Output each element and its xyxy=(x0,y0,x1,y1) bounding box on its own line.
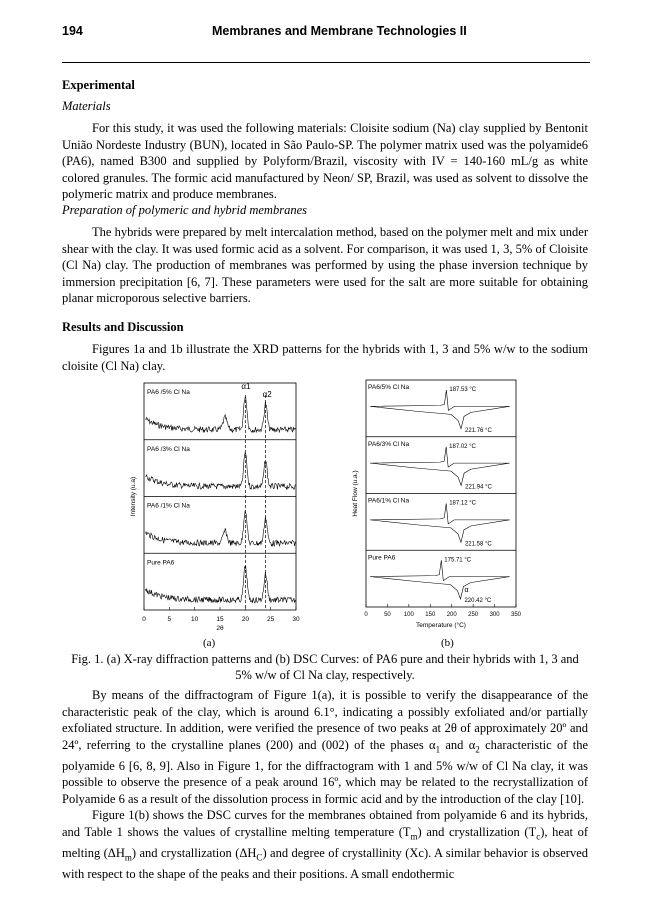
dsc-crystallization-label: 187.02 °C xyxy=(449,443,476,450)
dsc-series-cooling-pa6-1-cl-na xyxy=(370,504,509,524)
xrd-y-axis-label: Intensity (u.a) xyxy=(130,476,137,517)
dsc-x-tick-label: 250 xyxy=(468,612,479,618)
xrd-x-tick-label: 0 xyxy=(142,616,146,623)
dsc-series-label: PA6/5% Cl Na xyxy=(368,384,410,391)
dsc-x-tick-label: 150 xyxy=(425,612,436,618)
xrd-peak-marker-1: α1 xyxy=(241,382,251,391)
xrd-x-tick-label: 30 xyxy=(292,616,300,623)
dsc-series-label: PA6/1% Cl Na xyxy=(368,497,410,505)
dsc-crystallization-label: 187.53 °C xyxy=(449,387,477,393)
xrd-series-label: Pure PA6 xyxy=(147,559,175,567)
running-title: Membranes and Membrane Technologies II xyxy=(212,24,467,38)
results-heading: Results and Discussion xyxy=(62,320,184,334)
dsc-series-heating-pa6-5-cl-na xyxy=(370,406,509,428)
dsc-series-cooling-pa6-3-cl-na xyxy=(370,447,509,467)
xrd-x-tick-label: 5 xyxy=(167,616,172,623)
dsc-series-label: Pure PA6 xyxy=(368,554,396,562)
preparation-heading: Preparation of polymeric and hybrid membranes xyxy=(62,203,307,217)
xrd-x-tick-label: 15 xyxy=(216,616,224,623)
dsc-melting-label: 221.76 °C xyxy=(465,427,492,434)
figure-label-b: (b) xyxy=(441,637,454,649)
dsc-series-label: PA6/3% Cl Na xyxy=(368,440,410,448)
dsc-x-tick-label: 100 xyxy=(403,612,414,618)
experimental-heading: Experimental xyxy=(62,78,135,92)
figure-label-a: (a) xyxy=(203,637,216,649)
dsc-melting-label: 220.42 °C xyxy=(464,598,492,604)
dsc-x-tick-label: 300 xyxy=(489,612,500,618)
dsc-x-axis-label: Temperature (°C) xyxy=(416,622,466,629)
materials-heading: Materials xyxy=(62,99,111,113)
xrd-chart xyxy=(120,378,300,636)
xrd-x-tick-label: 25 xyxy=(267,616,275,623)
dsc-series-cooling-pure-pa6 xyxy=(370,560,509,580)
dsc-series-cooling-pa6-5-cl-na xyxy=(370,390,509,410)
dsc-x-tick-label: 350 xyxy=(510,612,522,618)
dsc-alpha-annotation: α xyxy=(464,587,469,594)
xrd-series-label: PA6 /3% Cl Na xyxy=(147,445,190,453)
xrd-series-label: PA6 /5% Cl Na xyxy=(147,389,190,396)
xrd-series-pure-pa6 xyxy=(146,566,296,603)
header-rule xyxy=(62,62,590,63)
preparation-paragraph: The hybrids were prepared by melt intercalation method, based on the polymer melt and mix under shear with the clay. It was used formic acid as a solvent. For comparison, it was used 1, 3, 5% of Cloisite (Cl Na) clay. The production of membranes was performed by using the phase inversion technique by immersion precipitation [6, 7]. These parameters were used for the salt are more suitable for obtaining planar microporous selective barriers. xyxy=(62,225,588,305)
results-paragraph-2: Figure 1(b) shows the DSC curves for the membranes obtained from polyamide 6 and its hybrids, and Table 1 shows the values of crystalline melting temperature $(T_m)$ and crystallization $(T_c)$, heat of melting $(\Delta H_m)$ and crystallization $(\Delta H_C)$ and degree of crystallinity (Xc). A similar behavior is observed with respect to the shape of the peaks and their positions. A small endothermic xyxy=(62,808,589,881)
xrd-series-pa6-3-cl-na xyxy=(146,452,296,489)
dsc-series-heating-pure-pa6 xyxy=(370,577,509,599)
dsc-melting-label: 221.94 °C xyxy=(465,484,492,491)
xrd-series-pa6-1-cl-na xyxy=(146,510,296,546)
materials-paragraph: For this study, it was used the following materials: Cloisite sodium (Na) clay supplied by Bentonit União Nordeste Industry (BUN), located in São Paulo-SP. The polymer matrix used was the polyamide6 (PA6), named B300 and supplied by Polyform/Brazil, viscosity with IV = 140-160 mL/g as white colored granules. The formic acid manufactured by Neon/ SP, Brazil, was used as solvent to dissolve the polymeric matrix and produce membranes. xyxy=(62,121,588,201)
dsc-crystallization-label: 175.71 °C xyxy=(444,557,472,564)
page-number: 194 xyxy=(62,24,83,38)
dsc-x-tick-label: 50 xyxy=(384,612,391,618)
dsc-crystallization-label: 187.12 °C xyxy=(449,500,476,507)
dsc-x-tick-label: 200 xyxy=(446,612,457,618)
figure-caption: Fig. 1. (a) X-ray diffraction patterns and (b) DSC Curves: of PA6 pure and their hybrids with 1, 3 and 5% w/w of Cl Na clay, respectively. xyxy=(71,652,579,682)
dsc-series-heating-pa6-3-cl-na xyxy=(370,463,509,485)
xrd-series-pa6-5-cl-na xyxy=(146,397,296,433)
dsc-y-axis-label: Heat Flow (u.a.) xyxy=(352,470,359,517)
xrd-x-tick-label: 20 xyxy=(241,616,249,623)
dsc-x-tick-label: 0 xyxy=(364,612,368,618)
results-intro-paragraph: Figures 1a and 1b illustrate the XRD patterns for the hybrids with 1, 3 and 5% w/w to the sodium cloisite (Cl Na) clay. xyxy=(62,342,588,373)
xrd-x-tick-label: 10 xyxy=(191,616,199,623)
dsc-chart xyxy=(348,376,520,636)
dsc-series-heating-pa6-1-cl-na xyxy=(370,520,509,542)
xrd-peak-marker-2: α2 xyxy=(262,390,272,399)
xrd-series-label: PA6 /1% Cl Na xyxy=(147,502,190,510)
results-paragraph-1: By means of the diffractogram of Figure 1(a), it is possible to verify the disappearance of the characteristic peak of the clay, which is around 6.1°, indicating a possibly exfoliated and/or partially exfoliated structure. In addition, were verified the presence of two peaks at 2θ of approximately 20º and 24º, referring to the crystalline planes (200) and (002) of the phases $\alpha_1$ and $\alpha_2$ characteristic of the polyamide 6 [6, 8, 9]. Also in Figure 1, for the diffractogram with 1 and 5% w/w of Cl Na clay, it was possible to observe the presence of a peak around 16º, which may be related to the recrystallization of Polyamide 6 as a result of the dissolution process in formic acid and by the introduction of the clay [10]. xyxy=(62,688,588,806)
dsc-melting-label: 221.58 °C xyxy=(464,541,492,548)
xrd-x-axis-label: 2θ xyxy=(216,625,224,632)
